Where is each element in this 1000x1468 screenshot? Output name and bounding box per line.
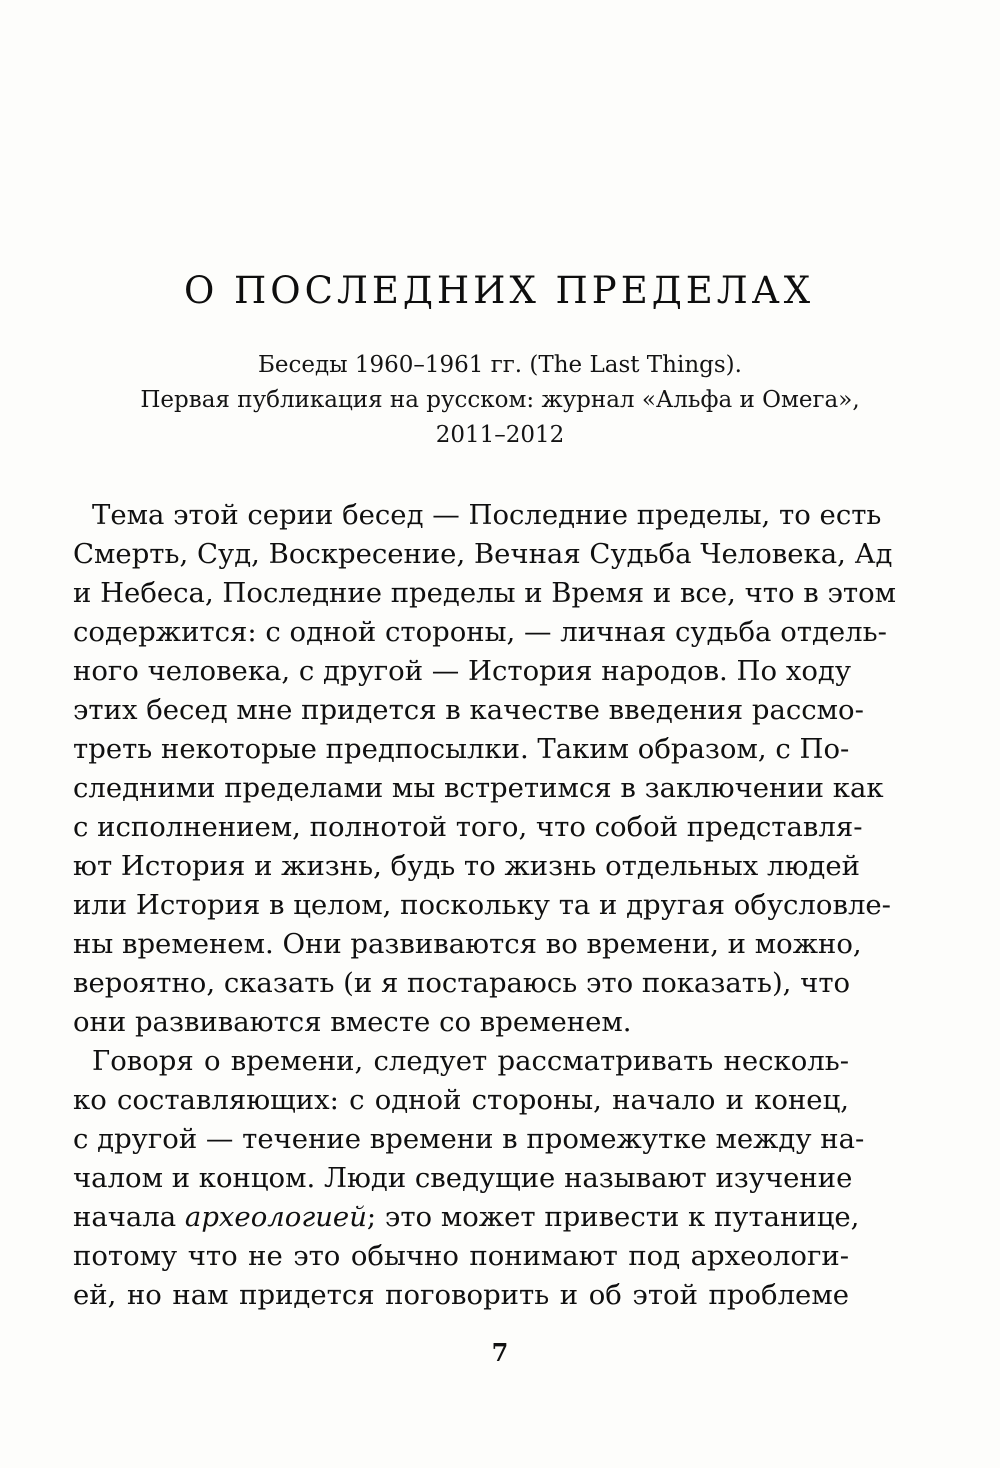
chapter-subtitle-line: Первая публикация на русском: журнал «Альфа и Омега»,: [140, 387, 860, 413]
chapter-title: О ПОСЛЕДНИХ ПРЕДЕЛАХ: [183, 269, 815, 312]
body-text-line: содержится: с одной стороны, — личная судьба отдель-: [73, 616, 887, 648]
body-text-line: этих бесед мне придется в качестве введения рассмо-: [73, 694, 864, 726]
body-text-line: треть некоторые предпосылки. Таким образом, с По-: [73, 733, 850, 765]
body-text-line: ного человека, с другой — История народов. По ходу: [73, 655, 852, 687]
body-text-line: чалом и концом. Люди сведущие называют изучение: [73, 1162, 853, 1194]
body-text-fragment: ; это может привести к путанице,: [366, 1201, 860, 1233]
body-text-line: и Небеса, Последние пределы и Время и все, что в этом: [73, 577, 897, 609]
body-text-line: следними пределами мы встретимся в заключении как: [73, 772, 884, 804]
body-text-line: Тема этой серии бесед — Последние пределы, то есть: [92, 499, 882, 531]
body-text-line: потому что не это обычно понимают под археологи-: [73, 1240, 849, 1272]
body-text-line: Говоря о времени, следует рассматривать несколь-: [92, 1045, 849, 1077]
body-text-line: с исполнением, полнотой того, что собой представля-: [73, 811, 863, 843]
body-text-line: с другой — течение времени в промежутке между на-: [73, 1123, 865, 1155]
body-text-line: ей, но нам придется поговорить и об этой проблеме: [73, 1279, 849, 1311]
body-text-line: Смерть, Суд, Воскресение, Вечная Судьба Человека, Ад: [73, 538, 893, 570]
body-text-line: ют История и жизнь, будь то жизнь отдельных людей: [73, 850, 860, 882]
chapter-subtitle-line: 2011–2012: [435, 422, 565, 448]
body-text-fragment: начала: [73, 1201, 177, 1233]
page-number: 7: [491, 1338, 509, 1367]
body-text-line: вероятно, сказать (и я постараюсь это показать), что: [73, 967, 851, 999]
italic-term: археологией: [184, 1201, 367, 1233]
body-text-line: они развиваются вместе со временем.: [73, 1006, 632, 1038]
chapter-subtitle-line: Беседы 1960–1961 гг. (The Last Things).: [258, 352, 742, 378]
body-text-line-mixed: [73, 1199, 860, 1235]
body-text-line: или История в целом, поскольку та и другая обусловле-: [73, 889, 891, 921]
body-text-line: ко составляющих: с одной стороны, начало и конец,: [73, 1084, 849, 1116]
body-text-line: ны временем. Они развиваются во времени, и можно,: [73, 928, 862, 960]
